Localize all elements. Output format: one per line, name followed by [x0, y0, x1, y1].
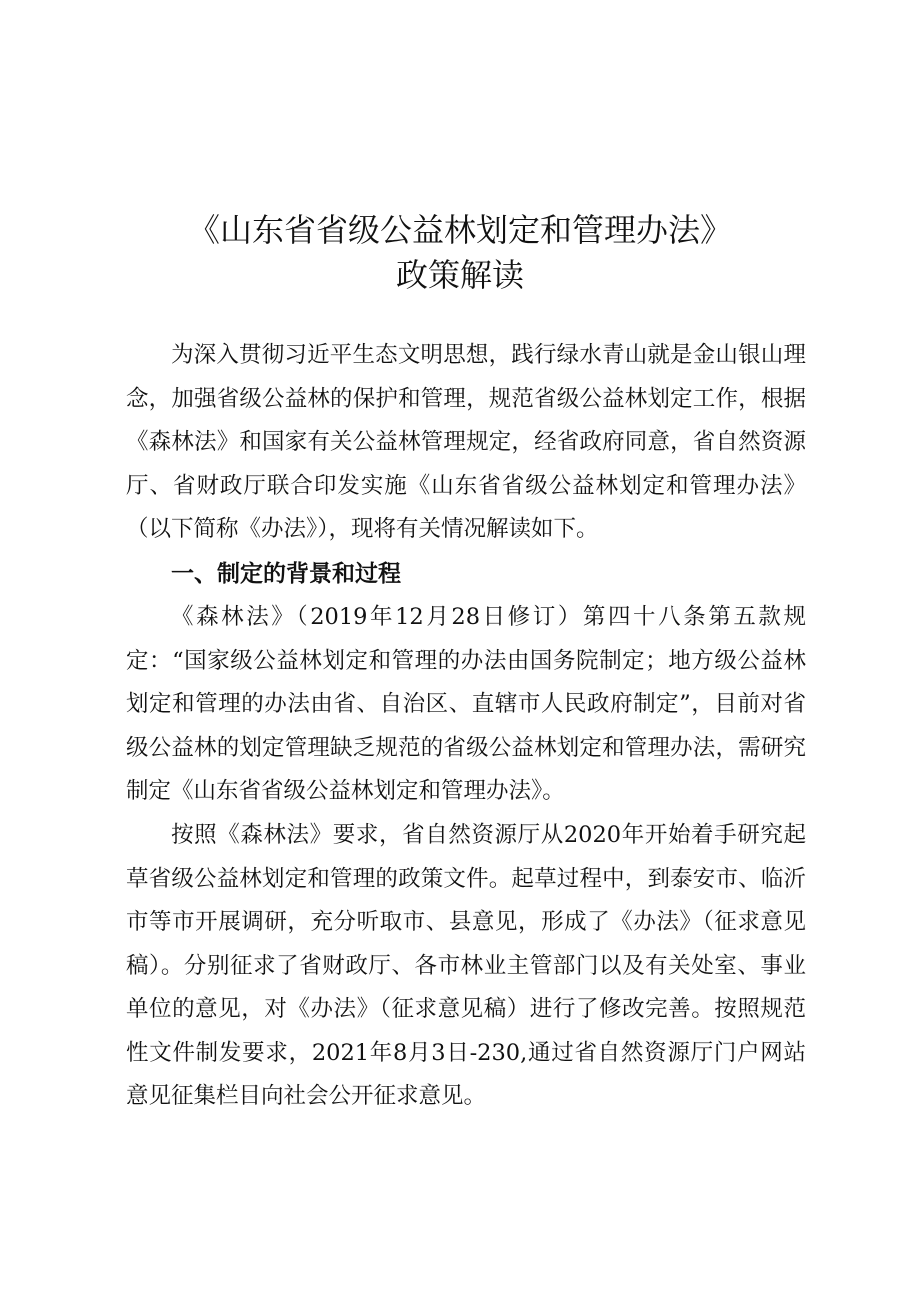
section-heading-background: 一、制定的背景和过程 [171, 561, 401, 587]
background-paragraph: 《森林法》（2019年12月28日修订）第四十八条第五款规定：“国家级公益林划定和管理的办法由国务院制定；地方级公益林划定和管理的办法由省、自治区、直辖市人民政府制定”，目前对省级公益林的划定管理缺乏规范的省级公益林划定和管理办法，需研究制定《山东省省级公益林划定和管理办法》。 [126, 604, 806, 804]
document-title: 《山东省省级公益林划定和管理办法》 [187, 211, 732, 249]
process-paragraph: 按照《森林法》要求，省自然资源厅从2020年开始着手研究起草省级公益林划定和管理的政策文件。起草过程中，到泰安市、临沂市等市开展调研，充分听取市、县意见，形成了《办法》（征求意见稿）。分别征求了省财政厅、各市林业主管部门以及有关处室、事业单位的意见，对《办法》（征求意见稿）进行了修改完善。按照规范性文件制发要求，2021年8月3日-230,通过省自然资源厅门户网站意见征集栏目向社会公开征求意见。 [126, 822, 806, 1109]
intro-paragraph: 为深入贯彻习近平生态文明思想，践行绿水青山就是金山银山理念，加强省级公益林的保护和管理，规范省级公益林划定工作，根据《森林法》和国家有关公益林管理规定，经省政府同意，省自然资源厅、省财政厅联合印发实施《山东省省级公益林划定和管理办法》（以下简称《办法》），现将有关情况解读如下。 [126, 342, 806, 542]
document-subtitle: 政策解读 [395, 256, 524, 294]
